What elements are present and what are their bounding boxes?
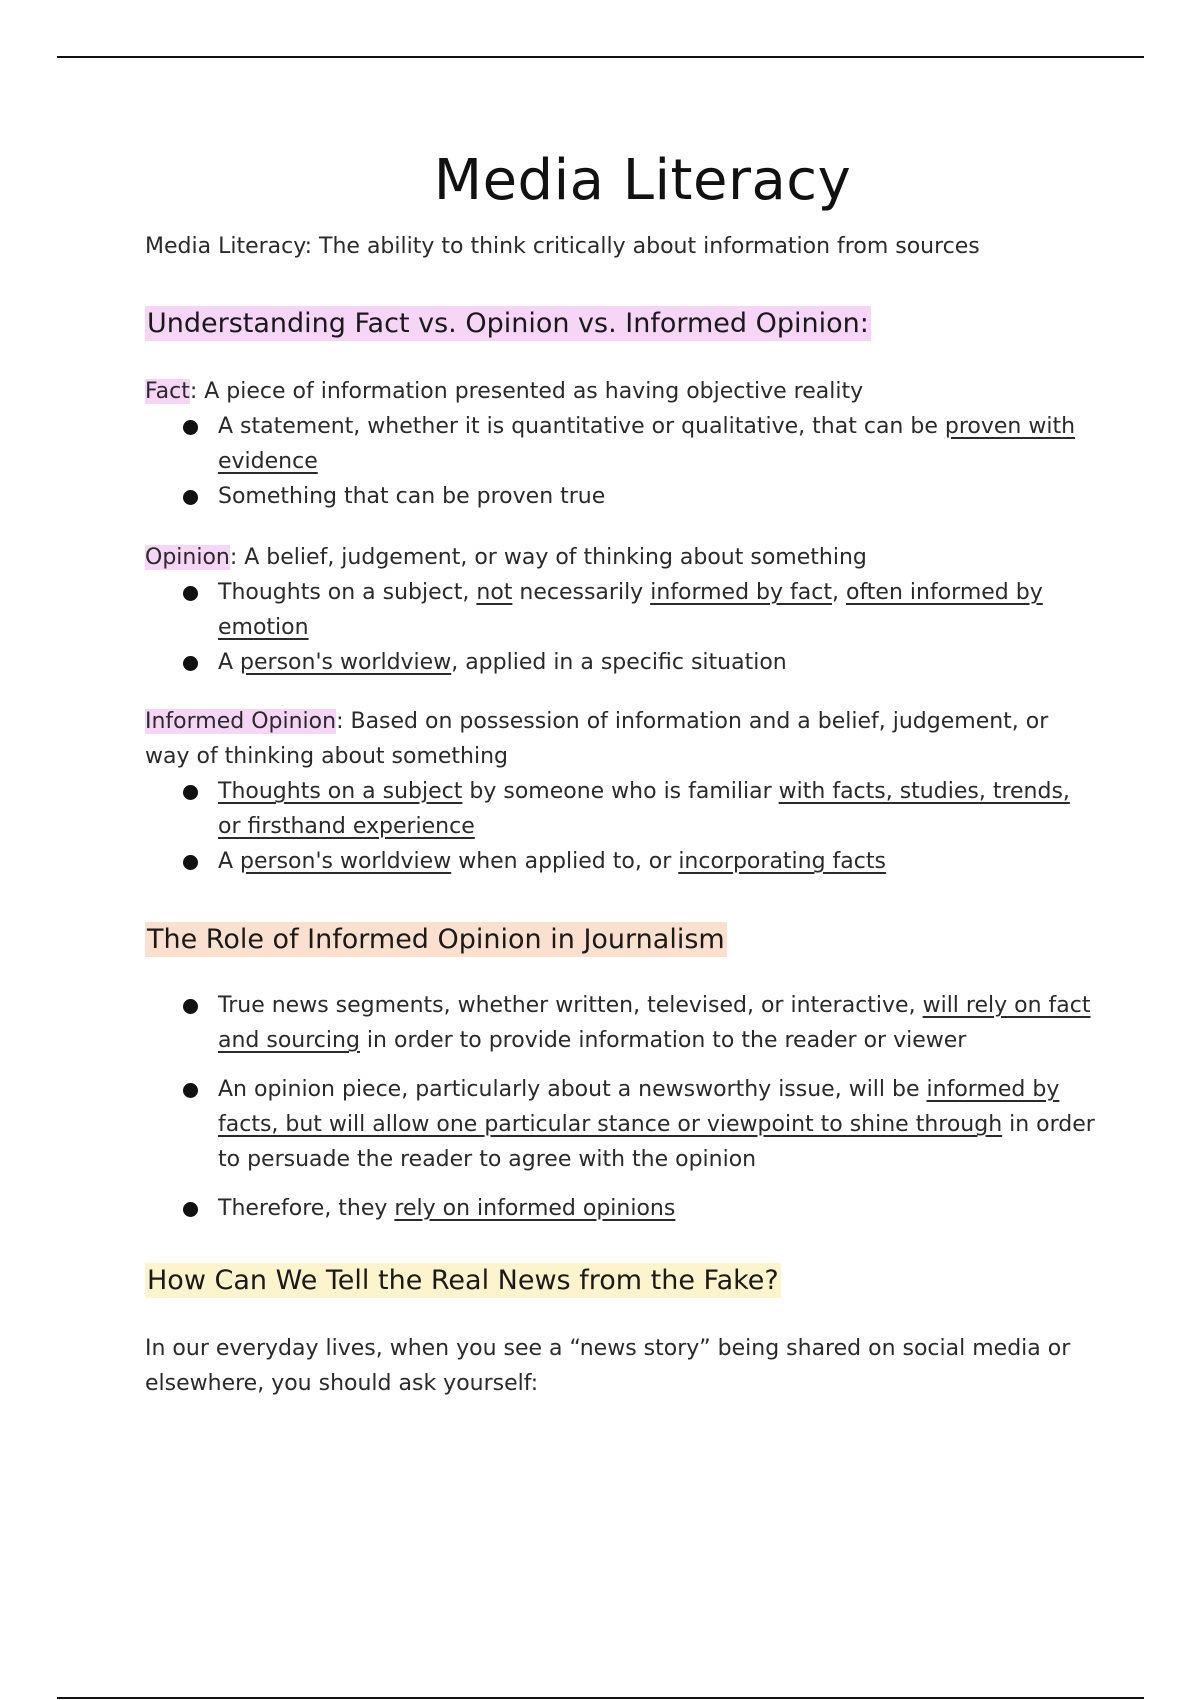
section-real-vs-fake: [145, 1263, 1095, 1298]
bullet-text: A statement, whether it is quantitative or qualitative, that can be: [218, 414, 945, 439]
informed-opinion-definition-text: : Based on possession of information and a belief, judgement, or way of thinking about something: [145, 709, 1049, 769]
section-fact-opinion: [145, 306, 1095, 341]
list-item: [145, 645, 1095, 680]
underlined-text: person's worldview: [240, 650, 452, 675]
underlined-text: with facts, studies, trends, or firsthand experience: [218, 779, 1070, 839]
section-heading-real-vs-fake: How Can We Tell the Real News from the Fake?: [147, 1265, 779, 1296]
list-item: [145, 479, 1095, 514]
bullet-text: Something that can be proven true: [218, 484, 606, 509]
bullet-text: when applied to, or: [451, 849, 679, 874]
journalism-bullets: [145, 988, 1095, 1226]
top-rule: [57, 56, 1144, 58]
fact-label: Fact: [145, 379, 190, 404]
bullet-icon: [183, 855, 198, 870]
list-item: [145, 1072, 1095, 1177]
fact-bullets: [145, 409, 1095, 514]
list-item: [145, 575, 1095, 645]
bullet-text: ,: [831, 580, 846, 605]
underlined-text: informed by fact: [650, 580, 832, 605]
bullet-icon: [183, 490, 198, 505]
underlined-text: incorporating facts: [678, 849, 886, 874]
real-vs-fake-paragraph: In our everyday lives, when you see a “news story” being shared on social media or elsewhere, you should ask yourself:: [145, 1336, 1071, 1396]
list-item: [145, 774, 1095, 844]
opinion-bullets: [145, 575, 1095, 680]
bullet-icon: [183, 785, 198, 800]
bullet-text: An opinion piece, particularly about a newsworthy issue, will be: [218, 1077, 927, 1102]
underlined-text: Thoughts on a subject: [218, 779, 463, 804]
list-item: [145, 1191, 1095, 1226]
bullet-text: necessarily: [512, 580, 651, 605]
list-item: [145, 988, 1095, 1058]
underlined-text: rely on informed opinions: [394, 1196, 676, 1221]
list-item: [145, 409, 1095, 479]
opinion-label: Opinion: [145, 545, 230, 570]
underlined-text: informed by facts, but will allow one particular stance or viewpoint to shine through: [218, 1077, 1060, 1137]
bottom-rule: [57, 1697, 1144, 1699]
underlined-text: not: [476, 580, 513, 605]
bullet-text: in order to persuade the reader to agree with the opinion: [218, 1112, 1095, 1172]
bullet-text: A: [218, 849, 241, 874]
underlined-text: proven with evidence: [218, 414, 1076, 474]
bullet-text: A: [218, 650, 241, 675]
informed-opinion-label: Informed Opinion: [145, 709, 337, 734]
fact-definition-text: : A piece of information presented as having objective reality: [189, 379, 864, 404]
bullet-text: by someone who is familiar: [462, 779, 779, 804]
bullet-icon: [183, 999, 198, 1014]
underlined-text: will rely on fact and sourcing: [218, 993, 1091, 1053]
bullet-icon: [183, 420, 198, 435]
section-heading-fact-opinion: Understanding Fact vs. Opinion vs. Informed Opinion:: [147, 308, 869, 339]
bullet-icon: [183, 1202, 198, 1217]
informed-opinion-bullets: [145, 774, 1095, 879]
underlined-text: often informed by emotion: [218, 580, 1043, 640]
list-item: [145, 844, 1095, 879]
informed-opinion-definition: [145, 704, 1095, 774]
opinion-definition: [145, 540, 1095, 575]
bullet-text: Therefore, they: [218, 1196, 395, 1221]
fact-definition: [145, 374, 1095, 409]
underlined-text: person's worldview: [240, 849, 452, 874]
section-heading-journalism: The Role of Informed Opinion in Journalism: [147, 924, 725, 955]
bullet-text: True news segments, whether written, televised, or interactive,: [218, 993, 923, 1018]
bullet-icon: [183, 586, 198, 601]
bullet-icon: [183, 656, 198, 671]
opinion-block: [145, 540, 1095, 680]
bullet-text: , applied in a specific situation: [451, 650, 787, 675]
journalism-bullets-block: [145, 988, 1095, 1240]
intro-definition: Media Literacy: The ability to think critically about information from sources: [145, 234, 980, 259]
section-journalism: [145, 922, 1095, 957]
bullet-text: in order to provide information to the reader or viewer: [359, 1028, 967, 1053]
page-title: Media Literacy: [433, 148, 852, 213]
informed-opinion-block: [145, 704, 1095, 879]
bullet-icon: [183, 1083, 198, 1098]
fact-block: [145, 374, 1095, 514]
opinion-definition-text: : A belief, judgement, or way of thinking about something: [229, 545, 867, 570]
bullet-text: Thoughts on a subject,: [218, 580, 477, 605]
